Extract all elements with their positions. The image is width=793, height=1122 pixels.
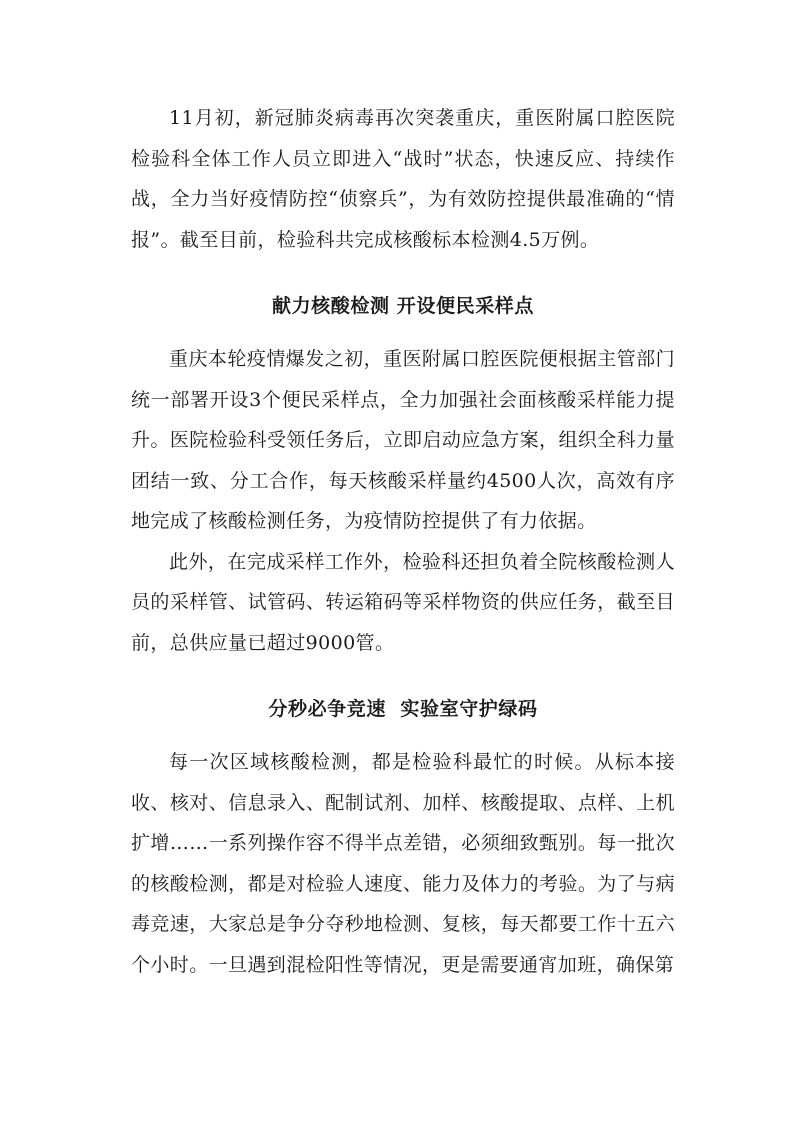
document-body bbox=[131, 98, 675, 985]
intro-paragraph: 11月初，新冠肺炎病毒再次突袭重庆，重医附属口腔医院检验科全体工作人员立即进入“战时”状态，快速反应、持续作战，全力当好疫情防控“侦察兵”，为有效防控提供最准确的“情报”。截至目前，检验科共完成核酸标本检测4.5万例。 bbox=[131, 107, 675, 251]
section-heading-lab: 分秒必争竞速 实验室守护绿码 bbox=[268, 698, 538, 720]
section1-paragraph-2: 此外，在完成采样工作外，检验科还担负着全院核酸检测人员的采样管、试管码、转运箱码等采样物资的供应任务，截至目前，总供应量已超过9000管。 bbox=[131, 550, 675, 654]
section2-paragraph-1: 每一次区域核酸检测，都是检验科最忙的时候。从标本接收、核对、信息录入、配制试剂、加样、核酸提取、点样、上机扩增……一系列操作容不得半点差错，必须细致甄别。每一批次的核酸检测，都是对检验人速度、能力及体力的考验。为了与病毒竞速，大家总是争分夺秒地检测、复核，每天都要工作十五六个小时。一旦遇到混检阳性等情况，更是需要通宵加班，确保第 bbox=[131, 751, 675, 976]
section1-paragraph-1: 重庆本轮疫情爆发之初，重医附属口腔医院便根据主管部门统一部署开设3个便民采样点，全力加强社会面核酸采样能力提升。医院检验科受领任务后，立即启动应急方案，组织全科力量团结一致、分工合作，每天核酸采样量约4500人次，高效有序地完成了核酸检测任务，为疫情防控提供了有力依据。 bbox=[131, 348, 675, 532]
section-heading-testing: 献力核酸检测 开设便民采样点 bbox=[271, 295, 534, 317]
